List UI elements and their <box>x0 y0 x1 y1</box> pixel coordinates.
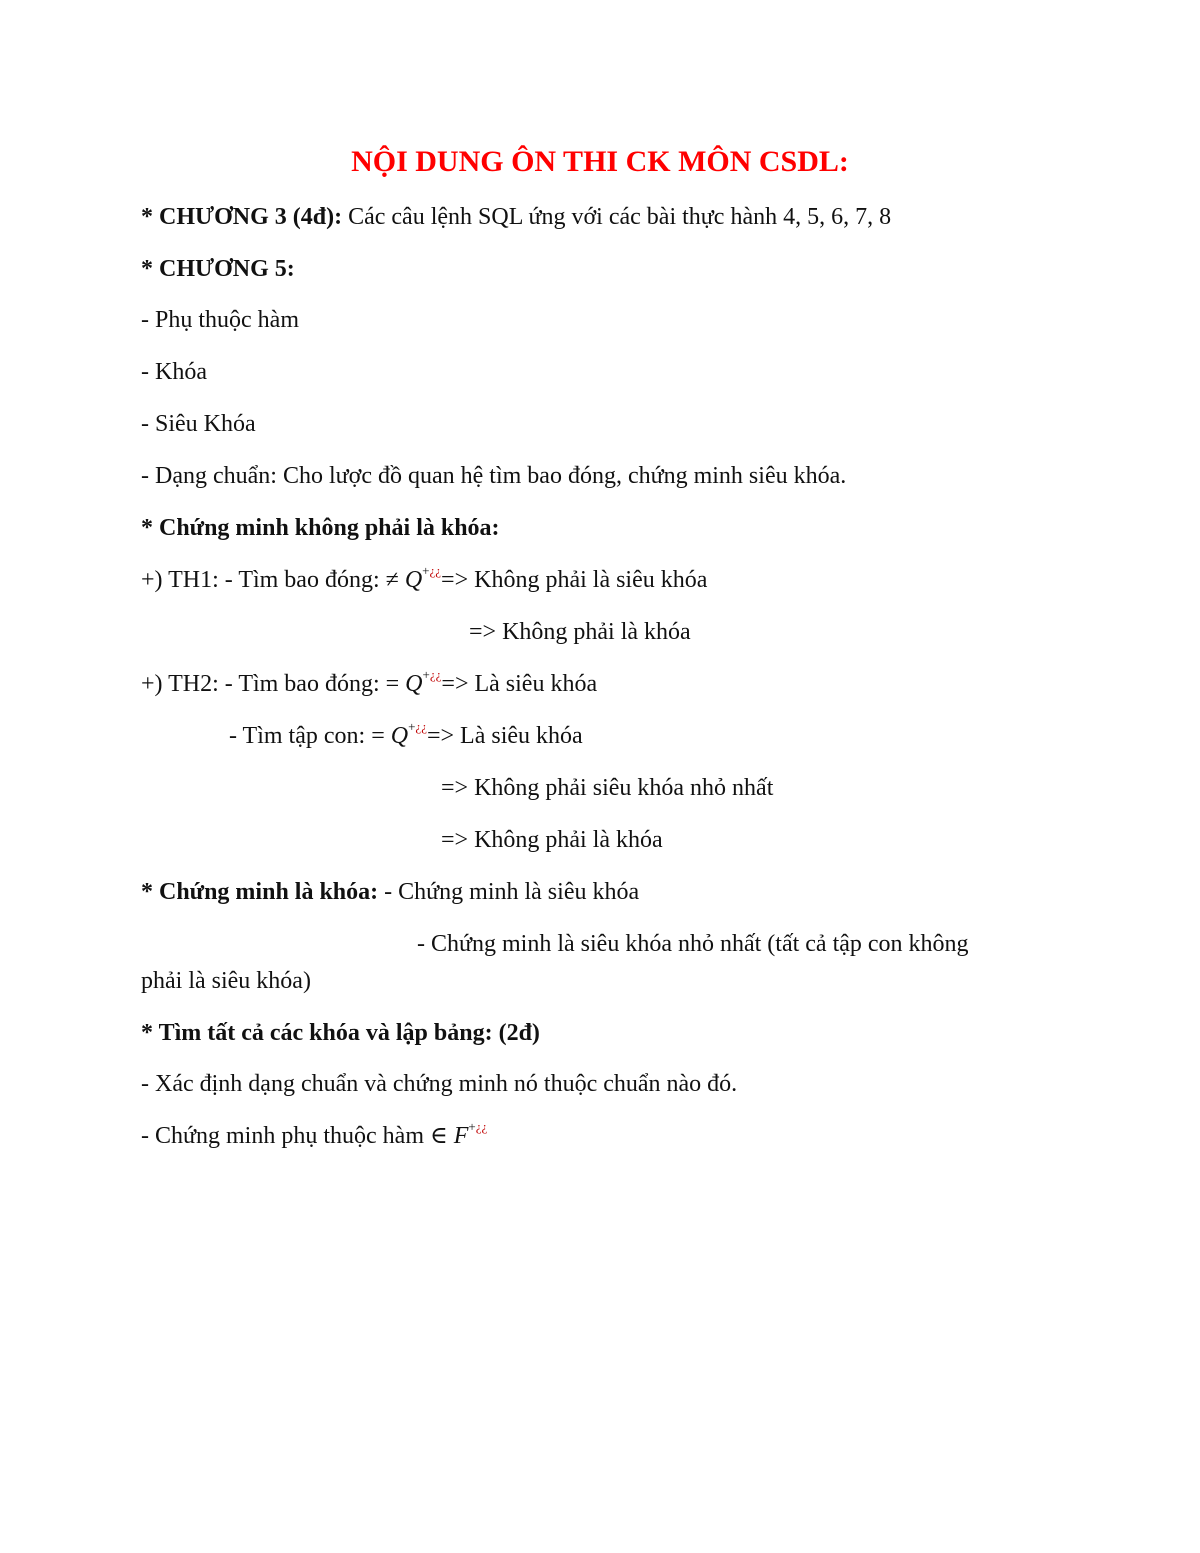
th1-line <box>141 565 707 598</box>
list-item: - Dạng chuẩn: Cho lược đồ quan hệ tìm bao đóng, chứng minh siêu khóa. <box>141 463 847 489</box>
is-key-text1: - Chứng minh là siêu khóa <box>378 879 640 905</box>
th2-sub-result: => Là siêu khóa <box>426 723 583 749</box>
th2-prefix: +) TH2: - Tìm bao đóng: = <box>141 671 406 697</box>
chapter3-label: * CHƯƠNG 3 (4đ): <box>141 204 343 230</box>
th2-sub-prefix: - Tìm tập con: = <box>229 723 391 749</box>
closure-q-symbol: Q <box>390 723 409 749</box>
closure-f-symbol: F <box>453 1123 469 1149</box>
chapter3-text: Các câu lệnh SQL ứng với các bài thực hành 4, 5, 6, 7, 8 <box>342 204 892 230</box>
all-keys-label: * Tìm tất cả các khóa và lập bảng: (2đ) <box>141 1020 540 1046</box>
list-item: - Khóa <box>141 359 207 385</box>
fd-proof-line <box>141 1121 487 1154</box>
is-key-label: * Chứng minh là khóa: <box>141 879 379 905</box>
th2-result: => Là siêu khóa <box>441 671 598 697</box>
is-key-line <box>141 877 639 907</box>
closure-q-symbol: Q <box>404 567 423 593</box>
th2-subset-line <box>229 721 583 754</box>
list-item: - Siêu Khóa <box>141 411 256 437</box>
list-item: - Phụ thuộc hàm <box>141 307 299 333</box>
th2-line <box>141 669 597 702</box>
chapter5-label: * CHƯƠNG 5: <box>141 256 295 282</box>
not-key-heading <box>141 513 500 543</box>
sup-plus: + <box>468 1119 476 1134</box>
th1-prefix: +) TH1: - Tìm bao đóng: ≠ <box>141 567 405 593</box>
sup-marks: ¿¿ <box>429 563 442 578</box>
sup-plus: + <box>422 667 430 682</box>
page-title: NỘI DUNG ÔN THI CK MÔN CSDL: <box>351 145 849 178</box>
chapter5-heading <box>141 254 295 284</box>
sup-marks: ¿¿ <box>429 667 442 682</box>
all-keys-heading <box>141 1018 540 1048</box>
sup-plus: + <box>422 563 430 578</box>
th1-result2: => Không phải là khóa <box>469 619 691 645</box>
is-key-text2a: - Chứng minh là siêu khóa nhỏ nhất (tất cả tập con không <box>417 931 969 957</box>
is-key-text2b: phải là siêu khóa) <box>141 968 311 994</box>
th1-result: => Không phải là siêu khóa <box>441 567 708 593</box>
chapter3-line <box>141 202 891 232</box>
th2-sub-result2: => Không phải siêu khóa nhỏ nhất <box>441 775 774 801</box>
closure-q-symbol: Q <box>405 671 423 697</box>
th2-sub-result3: => Không phải là khóa <box>441 827 663 853</box>
not-key-label: * Chứng minh không phải là khóa: <box>141 515 500 541</box>
sup-marks: ¿¿ <box>415 719 427 734</box>
sup-marks: ¿¿ <box>475 1119 488 1134</box>
list-item: - Xác định dạng chuẩn và chứng minh nó thuộc chuẩn nào đó. <box>141 1071 738 1097</box>
sup-plus: + <box>408 719 416 734</box>
fd-proof-text: - Chứng minh phụ thuộc hàm ∈ <box>141 1123 454 1149</box>
